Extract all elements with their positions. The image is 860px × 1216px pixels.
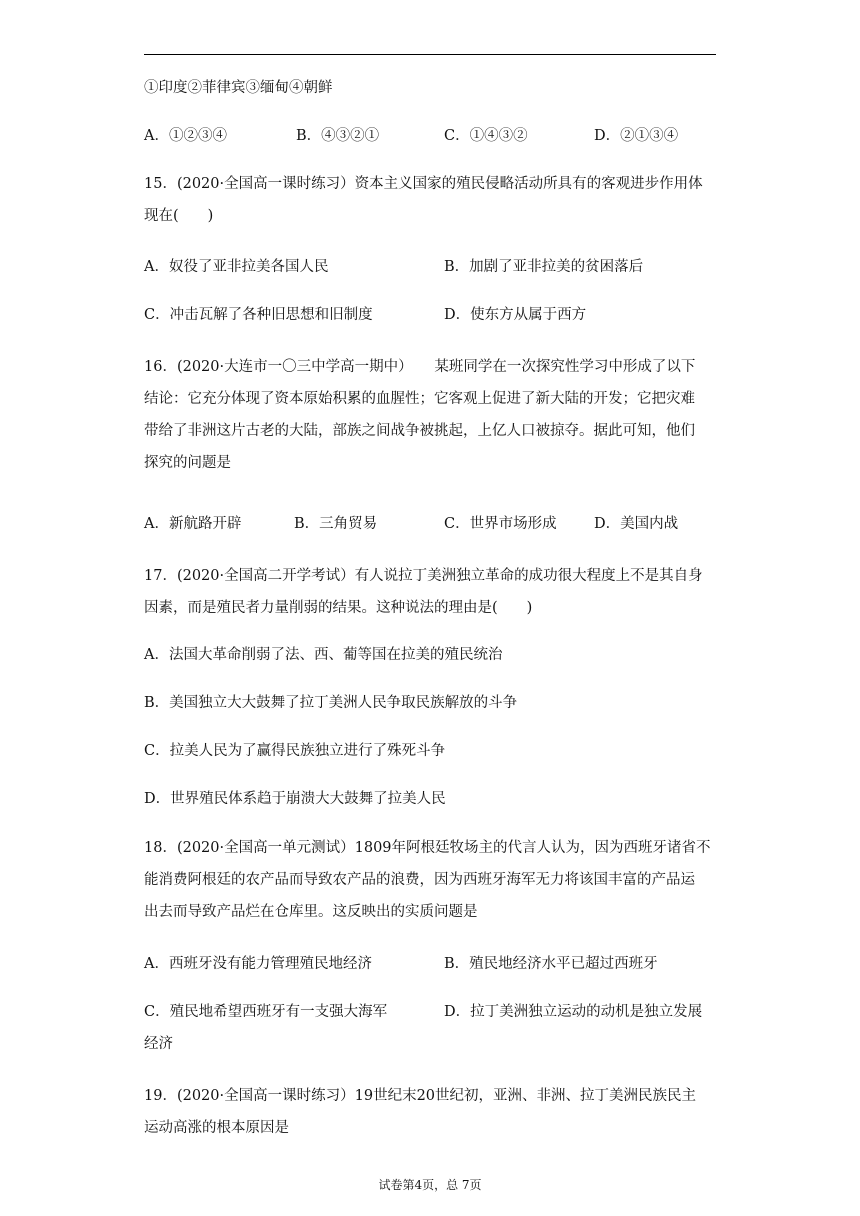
- q15-stem-line-1: 15．(2020·全国高一课时练习）资本主义国家的殖民侵略活动所具有的客观进步作用体: [144, 176, 703, 192]
- q16-option-c: C．世界市场形成: [444, 516, 557, 532]
- q14-option-b: B．④③②①: [296, 128, 380, 144]
- q18-stem-line-3: 出去而导致产品烂在仓库里。这反映出的实质问题是: [144, 904, 478, 920]
- page-footer: 试卷第4页，总 7页: [378, 1178, 482, 1192]
- q15-stem-line-2: 现在( ): [144, 208, 214, 224]
- q15-option-b: B．加剧了亚非拉美的贫困落后: [444, 259, 644, 275]
- q18-option-a: A．西班牙没有能力管理殖民地经济: [144, 956, 372, 972]
- q18-option-d: D．拉丁美洲独立运动的动机是独立发展: [444, 1004, 703, 1020]
- q17-stem-line-1: 17．(2020·全国高二开学考试）有人说拉丁美洲独立革命的成功很大程度上不是其自身: [144, 568, 703, 584]
- q18-option-d-wrap: 经济: [144, 1036, 173, 1052]
- q15-option-c: C．冲击瓦解了各种旧思想和旧制度: [144, 307, 373, 323]
- q19-stem-line-1: 19．(2020·全国高一课时练习）19世纪末20世纪初，亚洲、非洲、拉丁美洲民族民主: [144, 1088, 697, 1104]
- q18-option-b: B．殖民地经济水平已超过西班牙: [444, 956, 658, 972]
- q14-items: ①印度②菲律宾③缅甸④朝鲜: [144, 80, 333, 96]
- header-rule: [144, 54, 716, 55]
- q16-option-b: B．三角贸易: [294, 516, 378, 532]
- q18-stem-line-1: 18．(2020·全国高一单元测试）1809年阿根廷牧场主的代言人认为，因为西班牙诸省不: [144, 840, 711, 856]
- q18-stem-line-2: 能消费阿根廷的农产品而导致农产品的浪费，因为西班牙海军无力将该国丰富的产品运: [144, 872, 695, 888]
- q17-option-a: A．法国大革命削弱了法、西、葡等国在拉美的殖民统治: [144, 647, 503, 663]
- q16-option-a: A．新航路开辟: [144, 516, 242, 532]
- q16-stem-line-4: 探究的问题是: [144, 455, 231, 471]
- q14-option-c: C．①④③②: [444, 128, 528, 144]
- q17-option-c: C．拉美人民为了赢得民族独立进行了殊死斗争: [144, 743, 446, 759]
- q14-option-d: D．②①③④: [594, 128, 679, 144]
- q17-option-d: D．世界殖民体系趋于崩溃大大鼓舞了拉美人民: [144, 791, 446, 807]
- q15-option-d: D．使东方从属于西方: [444, 307, 587, 323]
- q18-option-c: C．殖民地希望西班牙有一支强大海军: [144, 1004, 388, 1020]
- q17-option-b: B．美国独立大大鼓舞了拉丁美洲人民争取民族解放的斗争: [144, 695, 518, 711]
- q17-stem-line-2: 因素，而是殖民者力量削弱的结果。这种说法的理由是( ): [144, 600, 533, 616]
- q19-stem-line-2: 运动高涨的根本原因是: [144, 1120, 289, 1136]
- q16-stem-line-2: 结论：它充分体现了资本原始积累的血腥性；它客观上促进了新大陆的开发；它把灾难: [144, 391, 695, 407]
- q14-option-a: A．①②③④: [144, 128, 227, 144]
- q16-stem-line-3: 带给了非洲这片古老的大陆，部族之间战争被挑起，上亿人口被掠夺。据此可知，他们: [144, 423, 695, 439]
- q16-stem-line-1: 16．(2020·大连市一〇三中学高一期中） 某班同学在一次探究性学习中形成了以下: [144, 359, 696, 375]
- q16-option-d: D．美国内战: [594, 516, 679, 532]
- q15-option-a: A．奴役了亚非拉美各国人民: [144, 259, 329, 275]
